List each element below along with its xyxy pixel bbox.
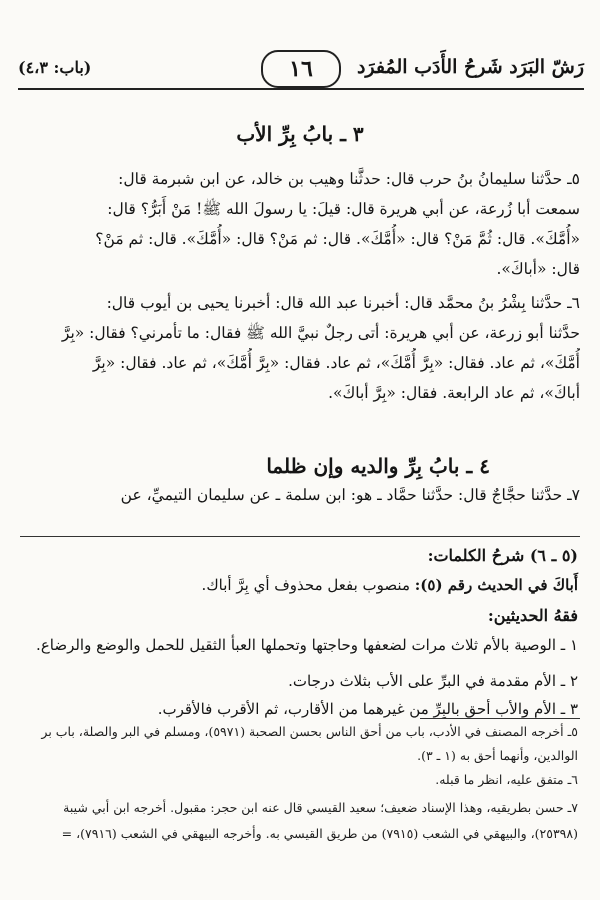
footnote-line: (٢٥٣٩٨)، والبيهقي في الشعب (٧٩١٥) من طريق القيسي به. وأخرجه البيهقي في الشعب (٧٩١٦)، = <box>61 826 578 841</box>
book-title: رَشّ البَرَد شَرحُ الأَدَب المُفرَد <box>356 56 584 78</box>
commentary-title: (٥ ـ ٦) شرحُ الكلمات: <box>427 546 578 565</box>
footnote-line: ٥ـ أخرجه المصنف في الأدب، باب من أحق الناس بحسن الصحبة (٥٩٧١)، ومسلم في البر والصلة، باب بر <box>41 724 578 739</box>
hadith-6-line: ٦ـ حدَّثنا بِشْرُ بنُ محمَّد قال: أخبرنا عبد الله قال: أخبرنا يحيى بن أيوب قال: <box>106 294 580 312</box>
fiqh-point: ٢ ـ الأم مقدمة في البرِّ على الأب بثلاث درجات. <box>288 672 578 690</box>
hadith-5-line: قال: «أباكَ». <box>496 260 580 278</box>
fiqh-point: ١ ـ الوصية بالأم ثلاث مرات لضعفها وحاجتها وتحملها العبأ الثقيل للحمل والوضع والرضاع. <box>36 636 578 654</box>
word-label: أَباكَ في الحديث رقم (٥): <box>414 576 578 594</box>
fiqh-title: فقهُ الحديثين: <box>487 606 578 625</box>
fiqh-point: ٣ ـ الأم والأب أحق بالبِرِّ من غيرهما من الأقارب، ثم الأقرب فالأقرب. <box>157 700 578 718</box>
footnote-rule <box>420 718 580 719</box>
word-explanation <box>22 576 578 594</box>
hadith-7-line: ٧ـ حدَّثنا حجَّاجٌ قال: حدَّثنا حمَّاد ـ هو: ابن سلمة ـ عن سليمان التيميِّ، عن <box>120 486 580 504</box>
hadith-6-line: حدَّثنا أبو زرعة، عن أبي هريرة: أتى رجلٌ نبيَّ الله ﷺ فقال: ما تأمرني؟ فقال: «بِرَّ <box>61 324 580 342</box>
hadith-5-line: «أُمَّكَ». قال: ثُمَّ مَنْ؟ قال: «أُمَّكَ». قال: ثم مَنْ؟ قال: «أُمَّكَ». قال: ثم مَنْ؟ <box>95 230 580 248</box>
page-number: ١٦ <box>261 50 341 88</box>
footnote-line: الوالدين، وأنهما أحق به (١ ـ ٣). <box>417 748 578 763</box>
footnote-line: ٦ـ متفق عليه، انظر ما قبله. <box>435 772 578 787</box>
header-rule <box>18 88 584 90</box>
commentary-divider <box>20 536 580 537</box>
chapter-reference: (باب: ٤،٣) <box>18 58 92 77</box>
hadith-7 <box>22 480 580 510</box>
chapter-4-heading: ٤ ـ بابُ بِرِّ والديه وإن ظلما <box>266 454 490 478</box>
hadith-6-line: أباكَ»، ثم عاد الرابعة. فقال: «بِرَّ أباكَ». <box>328 384 580 402</box>
word-text: منصوب بفعل محذوف أي بِرَّ أباك. <box>201 576 410 594</box>
chapter-3-heading: ٣ ـ بابُ بِرِّ الأب <box>236 122 364 146</box>
hadith-6-line: أُمَّكَ»، ثم عاد. فقال: «بِرَّ أُمَّكَ»، ثم عاد. فقال: «بِرَّ أُمَّكَ»، ثم عاد. فقال: «بِرَّ <box>92 354 580 372</box>
hadith-5 <box>22 164 580 284</box>
hadith-6 <box>22 288 580 408</box>
hadith-5-line: ٥ـ حدَّثنا سليمانُ بنُ حرب قال: حدثَّنا وهيب بن خالد، عن ابن شبرمة قال: <box>118 170 580 188</box>
hadith-5-line: سمعت أبا زُرعة، عن أبي هريرة قال: قيلَ: يا رسولَ الله ﷺ! مَنْ أَبَرُّ؟ قال: <box>107 200 580 218</box>
running-header <box>18 50 584 90</box>
footnote-line: ٧ـ حسن بطريقيه، وهذا الإسناد ضعيف؛ سعيد القيسي قال عنه ابن حجر: مقبول. أخرجه ابن أبي شيبة <box>63 800 578 815</box>
